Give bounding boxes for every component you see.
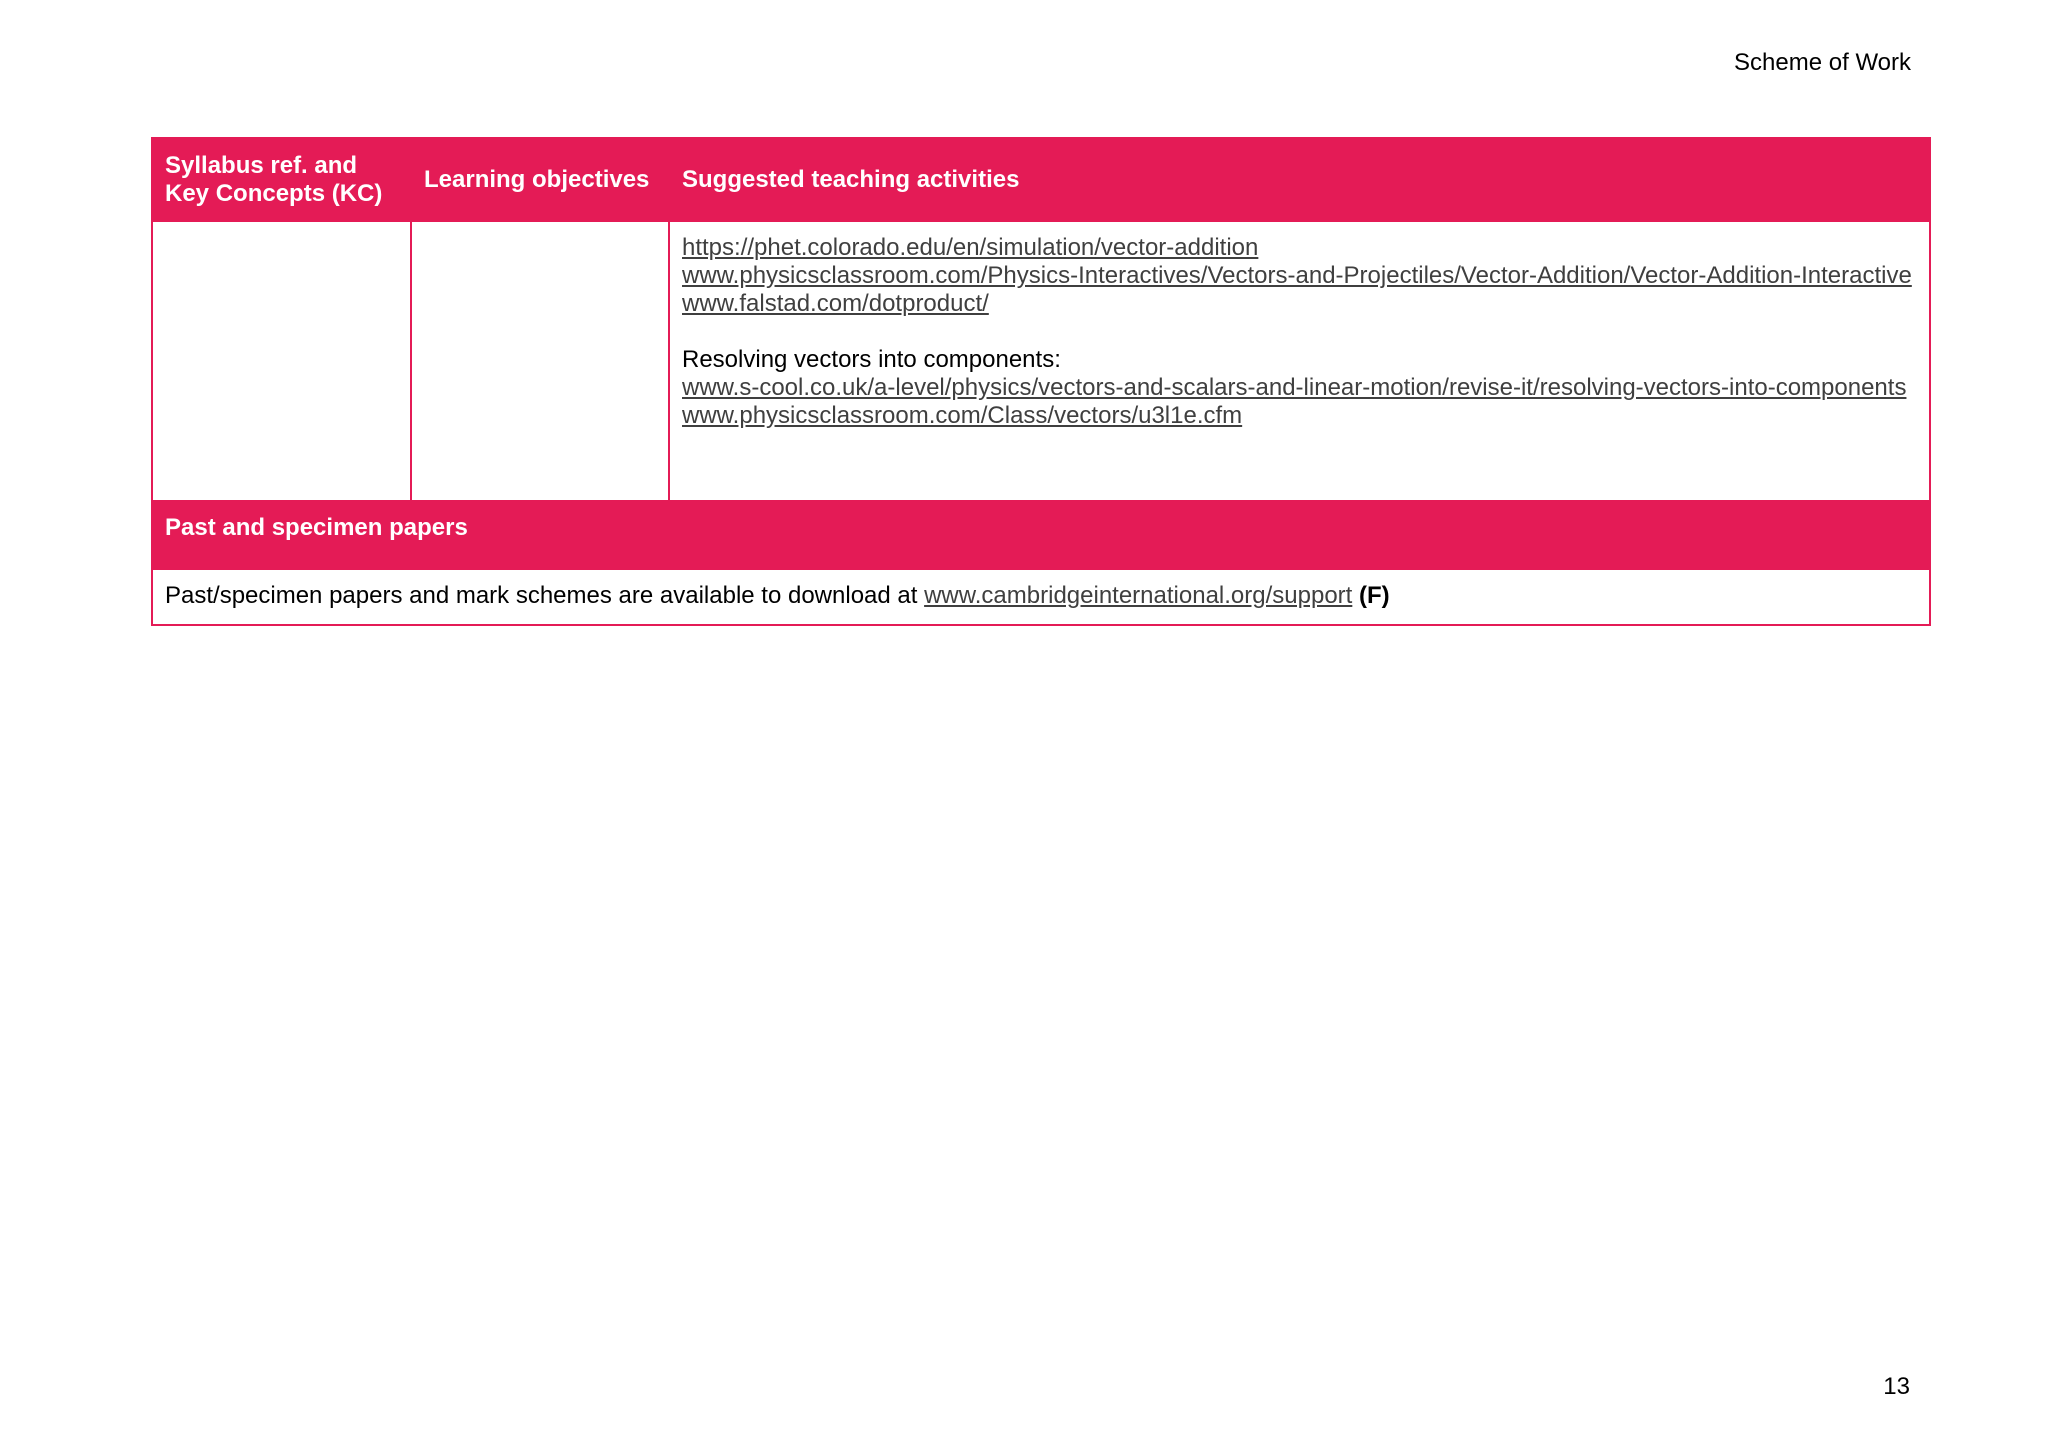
link-physicsclassroom-vector-addition-interactive[interactable]: www.physicsclassroom.com/Physics-Interactives/Vectors-and-Projectiles/Vector-Addition/Vector-Addition-Interactive (682, 262, 1912, 289)
syllabus-cell (152, 221, 411, 501)
section-header-row (152, 501, 1930, 569)
past-papers-text: Past/specimen papers and mark schemes are available to download at (165, 582, 925, 609)
scheme-of-work-table (151, 137, 1931, 626)
table-header-row (152, 138, 1930, 221)
page-header-title: Scheme of Work (1734, 49, 1911, 76)
link-falstad-dotproduct[interactable]: www.falstad.com/dotproduct/ (682, 290, 989, 317)
column-header-learning-objectives: Learning objectives (411, 138, 669, 221)
past-papers-heading: Past and specimen papers (152, 501, 1930, 569)
resolving-vectors-heading: Resolving vectors into components: (682, 346, 1061, 373)
link-phet-vector-addition[interactable]: https://phet.colorado.edu/en/simulation/vector-addition (682, 234, 1259, 261)
past-papers-suffix: (F) (1359, 582, 1390, 609)
table-row (152, 221, 1930, 501)
table-row (152, 569, 1930, 625)
link-cambridge-support[interactable]: www.cambridgeinternational.org/support (924, 582, 1353, 609)
past-papers-cell (152, 569, 1930, 625)
teaching-activities-cell (669, 221, 1930, 501)
column-header-syllabus: Syllabus ref. and Key Concepts (KC) (152, 138, 411, 221)
column-header-teaching-activities: Suggested teaching activities (669, 138, 1930, 221)
page-number: 13 (1883, 1373, 1910, 1400)
learning-objectives-cell (411, 221, 669, 501)
link-physicsclassroom-u3l1e[interactable]: www.physicsclassroom.com/Class/vectors/u3l1e.cfm (682, 402, 1243, 429)
spacer (682, 318, 1917, 346)
link-s-cool-resolving-vectors[interactable]: www.s-cool.co.uk/a-level/physics/vectors-and-scalars-and-linear-motion/revise-it/resolving-vectors-into-components (682, 374, 1907, 401)
